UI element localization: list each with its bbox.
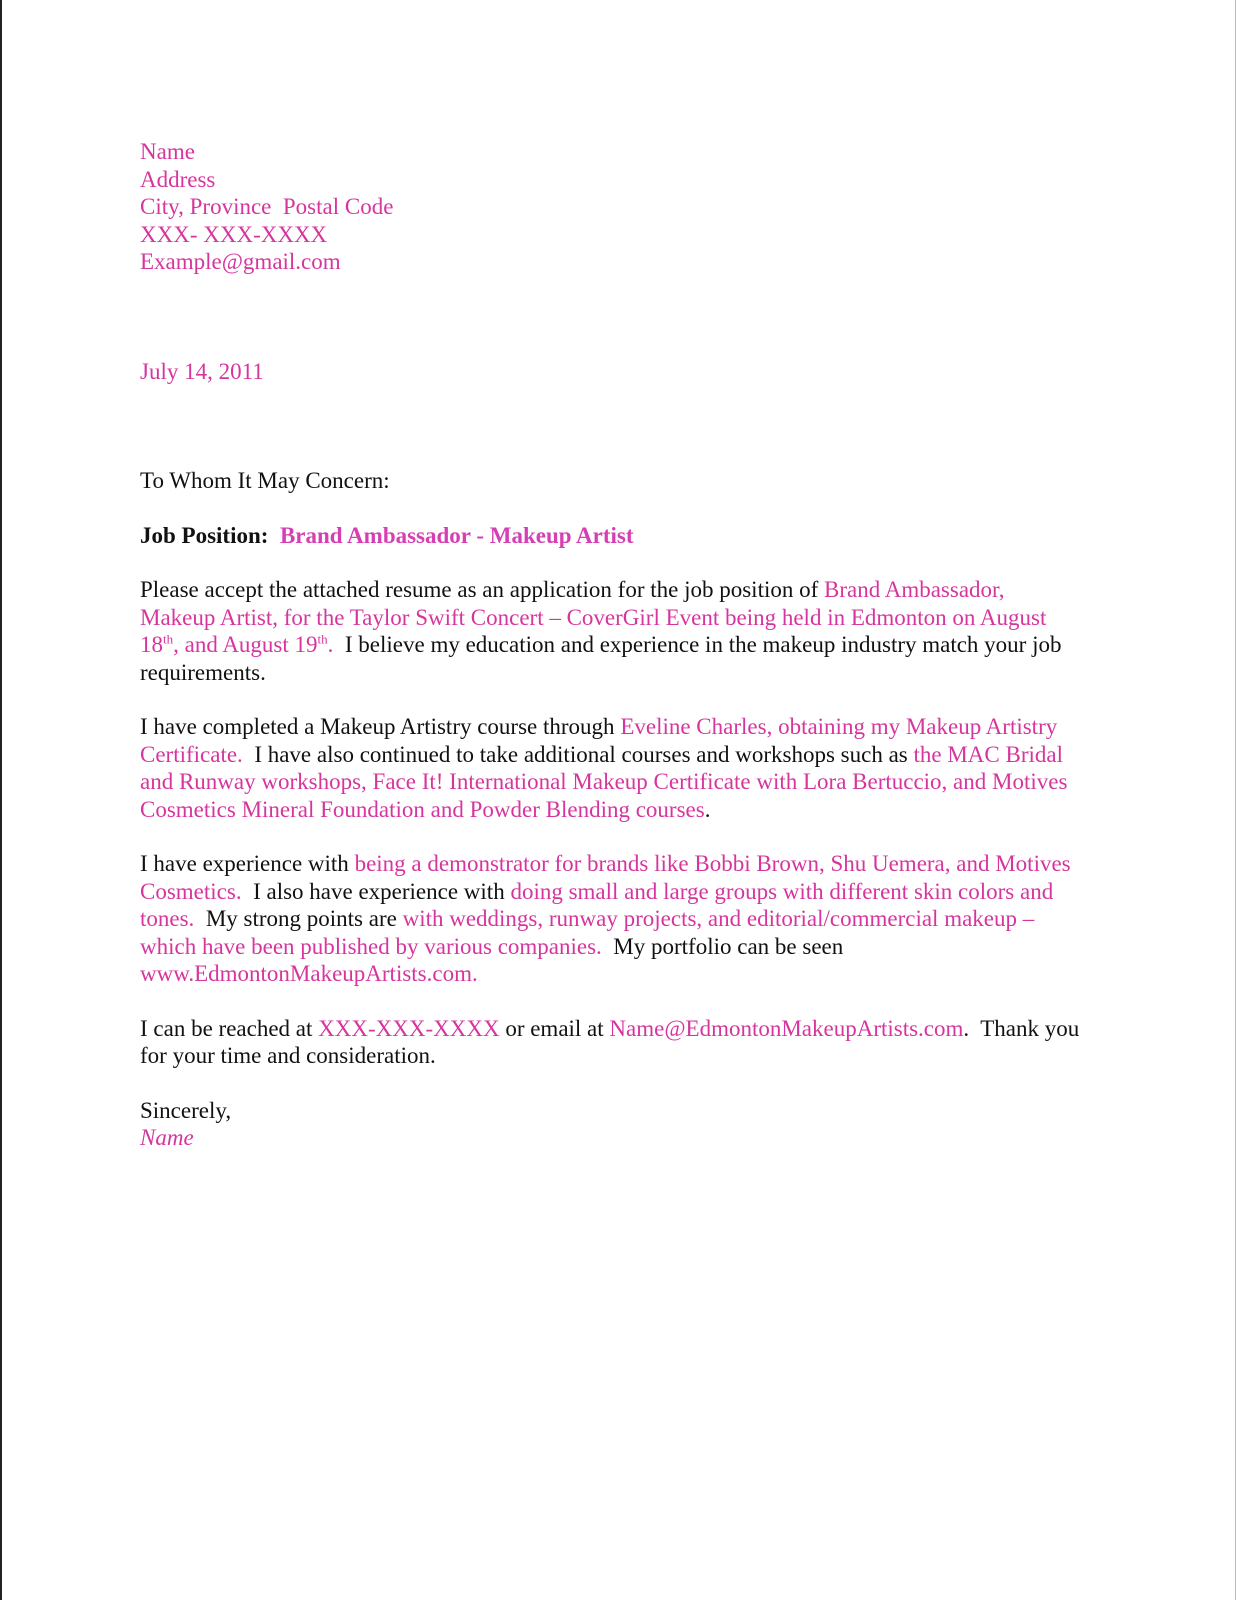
sender-name: Name: [140, 139, 195, 164]
sender-email: Example@gmail.com: [140, 249, 341, 274]
sender-phone: XXX- XXX-XXXX: [140, 221, 328, 247]
p4-text-b: or email at: [499, 1015, 610, 1041]
paragraph-experience: [140, 850, 1080, 988]
p2-certificate: Eveline Charles, obtaining my Makeup Artistry Certificate.: [140, 714, 1058, 767]
sender-block: [140, 138, 1080, 276]
p1-sup-1: th: [163, 631, 174, 647]
p1-text-a: Please accept the attached resume as an application for the job position of: [140, 577, 825, 602]
job-position-label: Job Position:: [140, 522, 269, 548]
job-position-title: Brand Ambassador - Makeup Artist: [279, 522, 634, 548]
p1-text-c: , and August 19: [173, 632, 318, 657]
p2-workshops: the MAC Bridal and Runway workshops, Face It! International Makeup Certificate with Lora Bertuccio, and Motives Cosmetics Mineral Foundation and Powder Blending courses: [140, 741, 1068, 822]
p2-text-e: .: [704, 796, 711, 822]
p3-text-a: I have experience with: [140, 851, 355, 876]
p2-text-a: I have completed a Makeup Artistry course through: [140, 714, 621, 739]
paragraph-contact: [140, 1015, 1085, 1070]
portfolio-link[interactable]: www.EdmontonMakeupArtists.com.: [140, 961, 478, 986]
paragraph-application: [140, 576, 1080, 686]
paragraph-education: [140, 713, 1080, 823]
salutation: To Whom It May Concern:: [140, 468, 390, 493]
sender-city: City, Province Postal Code: [140, 194, 394, 219]
p3-groups: doing small and large groups with different skin colors and tones.: [140, 878, 1054, 931]
p2-text-c: I have also continued to take additional courses and workshops such as: [242, 741, 914, 767]
p3-strong-points: with weddings, runway projects, and editorial/commercial makeup – which have been published by various companies.: [140, 906, 1035, 959]
contact-phone: XXX-XXX-XXXX: [318, 1015, 500, 1041]
p1-text-e: I believe my education and experience in the makeup industry match your job requirements.: [140, 632, 1068, 685]
p3-brands: being a demonstrator for brands like Bobbi Brown, Shu Uemera, and Motives Cosmetics.: [140, 851, 1071, 904]
p3-text-e: My strong points are: [194, 906, 403, 931]
cover-letter: [140, 138, 1085, 1152]
p4-text-c: . Thank you for your time and consideration.: [140, 1015, 1085, 1068]
p1-text-b: Brand Ambassador, Makeup Artist, for the Taylor Swift Concert – CoverGirl Event being held in Edmonton on August 18: [140, 577, 1047, 657]
p1-text-d: .: [327, 632, 334, 657]
letter-date: July 14, 2011: [140, 358, 264, 384]
p3-text-g: My portfolio can be seen: [601, 933, 849, 959]
job-position-line: [140, 522, 1080, 550]
p1-sup-2: th: [317, 631, 328, 647]
sender-address: Address: [140, 166, 216, 192]
signature: Name: [140, 1125, 194, 1150]
contact-email[interactable]: Name@EdmontonMakeupArtists.com: [609, 1015, 964, 1041]
closing: Sincerely,: [140, 1097, 232, 1123]
p4-text-a: I can be reached at: [140, 1015, 319, 1041]
p3-text-c: I also have experience with: [241, 878, 511, 904]
